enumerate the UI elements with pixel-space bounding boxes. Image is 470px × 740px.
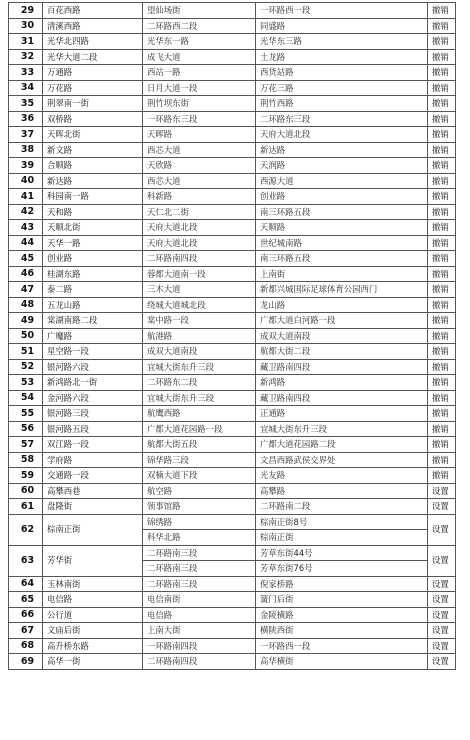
end-point: 南三环路五段: [256, 251, 428, 267]
action-cell: 撤销: [428, 282, 456, 298]
action-cell: 撤销: [428, 251, 456, 267]
street-changes-table: [8, 2, 456, 670]
end-point: 上南街: [256, 266, 428, 282]
table-row: [9, 204, 456, 220]
end-point: 藏卫路南四段: [256, 359, 428, 375]
start-point: 西站一路: [143, 65, 256, 81]
end-point: 文昌西路武侯交界处: [256, 452, 428, 468]
action-cell: 设置: [428, 576, 456, 592]
action-cell: 撤销: [428, 189, 456, 205]
row-number: 61: [9, 499, 43, 515]
table-row: [9, 158, 456, 174]
action-cell: 设置: [428, 514, 456, 545]
table-row: [9, 654, 456, 670]
start-point: 二环路南三段: [143, 576, 256, 592]
row-number: 62: [9, 514, 43, 545]
start-point: 绕城大道城北段: [143, 297, 256, 313]
street-name: 双江路一段: [43, 437, 143, 453]
street-name: 天晖北街: [43, 127, 143, 143]
end-point: 二环路南二段: [256, 499, 428, 515]
table-row: [9, 592, 456, 608]
start-point: 日月大道一段: [143, 80, 256, 96]
start-point: 天府大道北段: [143, 220, 256, 236]
street-name: 天顺北街: [43, 220, 143, 236]
street-name: 棠湖南路二段: [43, 313, 143, 329]
table-row: [9, 3, 456, 19]
action-cell: 撤销: [428, 158, 456, 174]
row-number: 49: [9, 313, 43, 329]
table-row: [9, 623, 456, 639]
street-name: 广魔路: [43, 328, 143, 344]
end-point: 棕南正街: [256, 530, 428, 546]
street-name: 学府路: [43, 452, 143, 468]
start-point: 双楠大道下段: [143, 468, 256, 484]
end-point: 高攀路: [256, 483, 428, 499]
street-name: 银河路三段: [43, 406, 143, 422]
table-row: [9, 142, 456, 158]
table-body: [9, 3, 456, 670]
action-cell: 撤销: [428, 111, 456, 127]
street-name: 五龙山路: [43, 297, 143, 313]
start-point: 三木大道: [143, 282, 256, 298]
table-row: [9, 18, 456, 34]
end-point: 金陵横路: [256, 607, 428, 623]
end-point: 成双大道南段: [256, 328, 428, 344]
street-name: 银河路六段: [43, 359, 143, 375]
street-name: 高攀西巷: [43, 483, 143, 499]
action-cell: 撤销: [428, 127, 456, 143]
start-point: 锦华路三段: [143, 452, 256, 468]
table-row: [9, 189, 456, 205]
end-point: 簧门后街: [256, 592, 428, 608]
action-cell: 撤销: [428, 204, 456, 220]
street-name: 公行道: [43, 607, 143, 623]
table-row: [9, 80, 456, 96]
row-number: 29: [9, 3, 43, 19]
row-number: 44: [9, 235, 43, 251]
end-point: 世纪城南路: [256, 235, 428, 251]
street-name: 交通路一段: [43, 468, 143, 484]
action-cell: 撤销: [428, 96, 456, 112]
street-name: 星空路一段: [43, 344, 143, 360]
table-row: [9, 359, 456, 375]
street-name: 荆翠南一街: [43, 96, 143, 112]
street-name: 天华一路: [43, 235, 143, 251]
street-name: 清溪西路: [43, 18, 143, 34]
action-cell: 撤销: [428, 65, 456, 81]
action-cell: 撤销: [428, 421, 456, 437]
street-name: 桂湖东路: [43, 266, 143, 282]
end-point: 荆竹西路: [256, 96, 428, 112]
street-name: 金河路六段: [43, 390, 143, 406]
street-name: 创业路: [43, 251, 143, 267]
end-point: 龙山路: [256, 297, 428, 313]
action-cell: 撤销: [428, 375, 456, 391]
table-row: [9, 437, 456, 453]
street-name: 光华北四路: [43, 34, 143, 50]
street-name: 双桥路: [43, 111, 143, 127]
street-name: 科园南一路: [43, 189, 143, 205]
end-point: 西源大道: [256, 173, 428, 189]
start-point: 西芯大道: [143, 142, 256, 158]
table-row: [9, 375, 456, 391]
action-cell: 撤销: [428, 344, 456, 360]
end-point: 天顺路: [256, 220, 428, 236]
row-number: 41: [9, 189, 43, 205]
table-row: [9, 499, 456, 515]
table-row: [9, 251, 456, 267]
street-name: 高升桥东路: [43, 638, 143, 654]
row-number: 60: [9, 483, 43, 499]
action-cell: 撤销: [428, 18, 456, 34]
row-number: 34: [9, 80, 43, 96]
street-name: 盘隆街: [43, 499, 143, 515]
street-name: 合顺路: [43, 158, 143, 174]
start-point: 西芯大道: [143, 173, 256, 189]
table-row: [9, 545, 456, 561]
action-cell: 撤销: [428, 452, 456, 468]
start-point: 成飞大道: [143, 49, 256, 65]
table-row: [9, 111, 456, 127]
street-name: 电信路: [43, 592, 143, 608]
table-row: [9, 607, 456, 623]
row-number: 54: [9, 390, 43, 406]
row-number: 52: [9, 359, 43, 375]
end-point: 新达路: [256, 142, 428, 158]
street-name: 高华一街: [43, 654, 143, 670]
table-row: [9, 220, 456, 236]
table-row: [9, 282, 456, 298]
action-cell: 撤销: [428, 406, 456, 422]
row-number: 68: [9, 638, 43, 654]
street-name: 新达路: [43, 173, 143, 189]
start-point: 二环路东二段: [143, 375, 256, 391]
table-row: [9, 34, 456, 50]
street-name: 百花西路: [43, 3, 143, 19]
action-cell: 撤销: [428, 359, 456, 375]
action-cell: 撤销: [428, 34, 456, 50]
start-point: 二环路南三段: [143, 545, 256, 561]
row-number: 55: [9, 406, 43, 422]
row-number: 33: [9, 65, 43, 81]
table-row: [9, 483, 456, 499]
start-point: 蓉都大道南一段: [143, 266, 256, 282]
end-point: 广都大道花园路二段: [256, 437, 428, 453]
end-point: 新鸿路: [256, 375, 428, 391]
action-cell: 设置: [428, 638, 456, 654]
table-row: [9, 638, 456, 654]
street-name: 万花路: [43, 80, 143, 96]
street-name: 棕南正街: [43, 514, 143, 545]
start-point: 望仙场街: [143, 3, 256, 19]
row-number: 66: [9, 607, 43, 623]
end-point: 二环路东三段: [256, 111, 428, 127]
start-point: 宜城大街东升三段: [143, 390, 256, 406]
start-point: 光华东一路: [143, 34, 256, 50]
street-name: 芳华街: [43, 545, 143, 576]
row-number: 40: [9, 173, 43, 189]
end-point: 天府大道北段: [256, 127, 428, 143]
start-point: 天晖路: [143, 127, 256, 143]
start-point: 二环路南三段: [143, 561, 256, 577]
end-point: 同盛路: [256, 18, 428, 34]
action-cell: 设置: [428, 623, 456, 639]
end-point: 宜城大街东升三段: [256, 421, 428, 437]
row-number: 38: [9, 142, 43, 158]
street-name: 天和路: [43, 204, 143, 220]
row-number: 31: [9, 34, 43, 50]
end-point: 高华横街: [256, 654, 428, 670]
street-name: 文庙后街: [43, 623, 143, 639]
row-number: 39: [9, 158, 43, 174]
table-row: [9, 468, 456, 484]
row-number: 43: [9, 220, 43, 236]
table-row: [9, 65, 456, 81]
end-point: 航都大街二段: [256, 344, 428, 360]
end-point: 光华东三路: [256, 34, 428, 50]
action-cell: 撤销: [428, 313, 456, 329]
end-point: 芳草东街44号: [256, 545, 428, 561]
row-number: 63: [9, 545, 43, 576]
table-row: [9, 297, 456, 313]
row-number: 67: [9, 623, 43, 639]
table-row: [9, 514, 456, 530]
start-point: 二环路西二段: [143, 18, 256, 34]
row-number: 51: [9, 344, 43, 360]
action-cell: 设置: [428, 592, 456, 608]
end-point: 倪家桥路: [256, 576, 428, 592]
start-point: 锦绣路: [143, 514, 256, 530]
table-row: [9, 328, 456, 344]
row-number: 48: [9, 297, 43, 313]
end-point: 一环路西一段: [256, 3, 428, 19]
row-number: 50: [9, 328, 43, 344]
end-point: 南三环路五段: [256, 204, 428, 220]
row-number: 69: [9, 654, 43, 670]
action-cell: 撤销: [428, 390, 456, 406]
start-point: 宜城大街东升三段: [143, 359, 256, 375]
table-row: [9, 452, 456, 468]
street-name: 新文路: [43, 142, 143, 158]
table-row: [9, 96, 456, 112]
end-point: 土龙路: [256, 49, 428, 65]
action-cell: 撤销: [428, 468, 456, 484]
end-point: 广都大道白河路一段: [256, 313, 428, 329]
row-number: 65: [9, 592, 43, 608]
row-number: 30: [9, 18, 43, 34]
table-row: [9, 344, 456, 360]
start-point: 二环路南四段: [143, 251, 256, 267]
end-point: 正通路: [256, 406, 428, 422]
end-point: 新都兴城国际足球体育公园西门: [256, 282, 428, 298]
start-point: 科新路: [143, 189, 256, 205]
action-cell: 撤销: [428, 266, 456, 282]
start-point: 领事馆路: [143, 499, 256, 515]
start-point: 航鹰西路: [143, 406, 256, 422]
action-cell: 撤销: [428, 142, 456, 158]
table-row: [9, 390, 456, 406]
table-row: [9, 235, 456, 251]
action-cell: 设置: [428, 545, 456, 576]
row-number: 36: [9, 111, 43, 127]
row-number: 56: [9, 421, 43, 437]
start-point: 棠中路一段: [143, 313, 256, 329]
action-cell: 撤销: [428, 80, 456, 96]
start-point: 二环路南四段: [143, 654, 256, 670]
end-point: 天润路: [256, 158, 428, 174]
end-point: 光友路: [256, 468, 428, 484]
end-point: 创业路: [256, 189, 428, 205]
start-point: 上南大街: [143, 623, 256, 639]
action-cell: 撤销: [428, 328, 456, 344]
row-number: 37: [9, 127, 43, 143]
start-point: 一环路东三段: [143, 111, 256, 127]
row-number: 57: [9, 437, 43, 453]
action-cell: 撤销: [428, 49, 456, 65]
row-number: 35: [9, 96, 43, 112]
street-name: 新鸿路北一街: [43, 375, 143, 391]
row-number: 45: [9, 251, 43, 267]
row-number: 47: [9, 282, 43, 298]
action-cell: 设置: [428, 654, 456, 670]
street-name: 泰二路: [43, 282, 143, 298]
end-point: 西货站路: [256, 65, 428, 81]
table-row: [9, 313, 456, 329]
start-point: 天府大道北段: [143, 235, 256, 251]
start-point: 荆竹坝东街: [143, 96, 256, 112]
row-number: 42: [9, 204, 43, 220]
start-point: 一环路南四段: [143, 638, 256, 654]
start-point: 航港路: [143, 328, 256, 344]
start-point: 航都大街五段: [143, 437, 256, 453]
street-name: 光华大道二段: [43, 49, 143, 65]
end-point: 藏卫路南四段: [256, 390, 428, 406]
table-row: [9, 421, 456, 437]
start-point: 成双大道南段: [143, 344, 256, 360]
end-point: 芳草东街76号: [256, 561, 428, 577]
row-number: 32: [9, 49, 43, 65]
row-number: 53: [9, 375, 43, 391]
row-number: 59: [9, 468, 43, 484]
action-cell: 撤销: [428, 3, 456, 19]
action-cell: 设置: [428, 499, 456, 515]
action-cell: 撤销: [428, 220, 456, 236]
start-point: 广都大道花园路一段: [143, 421, 256, 437]
start-point: 天欣路: [143, 158, 256, 174]
table-row: [9, 173, 456, 189]
end-point: 横陕西街: [256, 623, 428, 639]
table-row: [9, 266, 456, 282]
action-cell: 撤销: [428, 437, 456, 453]
end-point: 一环路西一段: [256, 638, 428, 654]
table-row: [9, 406, 456, 422]
row-number: 46: [9, 266, 43, 282]
start-point: 科华北路: [143, 530, 256, 546]
start-point: 天仁北二街: [143, 204, 256, 220]
end-point: 万花三路: [256, 80, 428, 96]
action-cell: 撤销: [428, 173, 456, 189]
table-row: [9, 49, 456, 65]
row-number: 58: [9, 452, 43, 468]
street-name: 万通路: [43, 65, 143, 81]
street-name: 玉林南街: [43, 576, 143, 592]
start-point: 电信路: [143, 607, 256, 623]
table-row: [9, 127, 456, 143]
end-point: 棕南正街8号: [256, 514, 428, 530]
action-cell: 撤销: [428, 297, 456, 313]
action-cell: 撤销: [428, 235, 456, 251]
row-number: 64: [9, 576, 43, 592]
start-point: 电信南街: [143, 592, 256, 608]
start-point: 航空路: [143, 483, 256, 499]
table-row: [9, 576, 456, 592]
action-cell: 设置: [428, 483, 456, 499]
street-name: 银河路五段: [43, 421, 143, 437]
action-cell: 设置: [428, 607, 456, 623]
